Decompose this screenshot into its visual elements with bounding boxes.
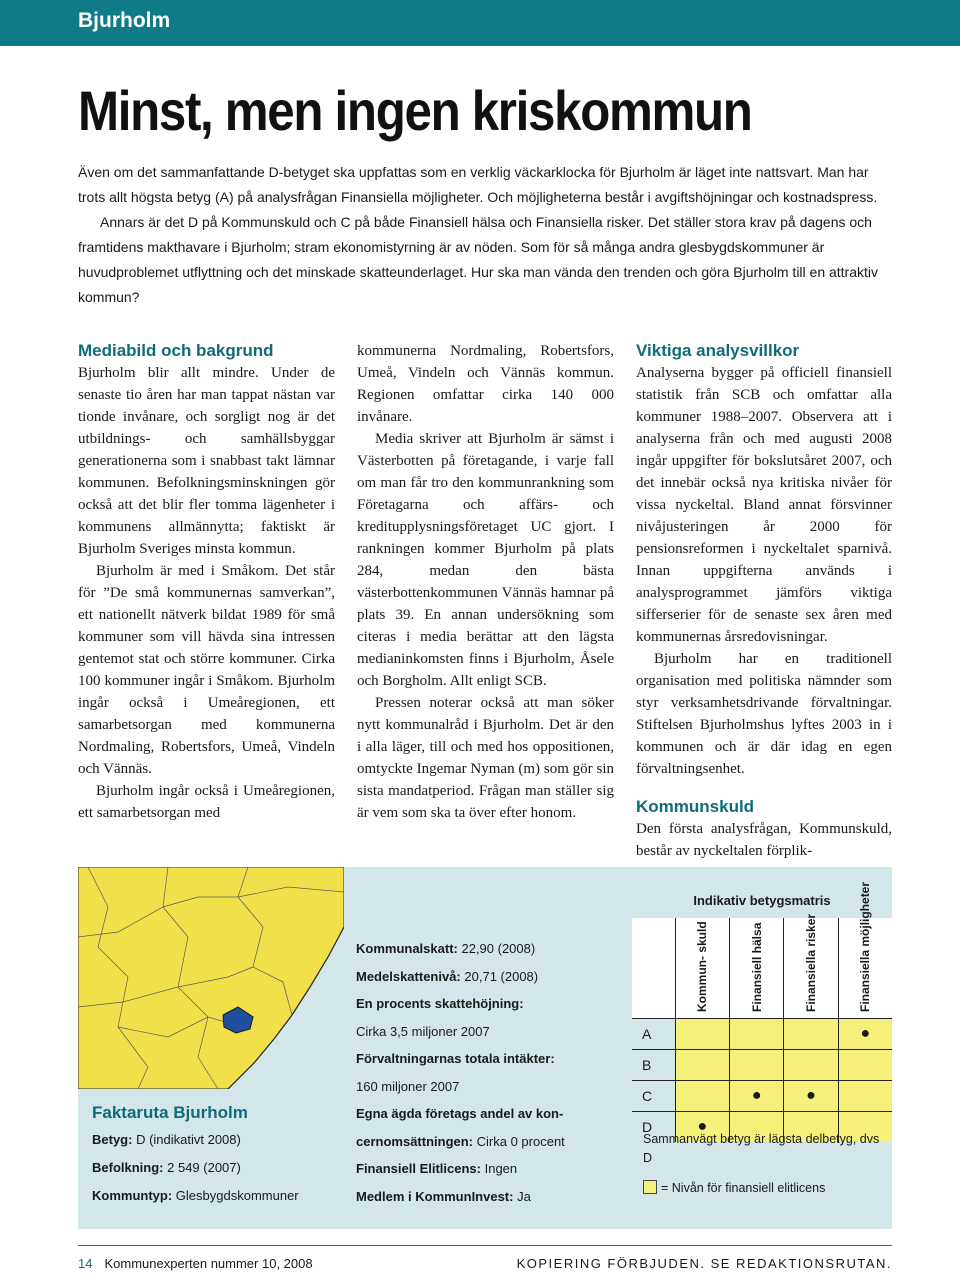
matrix-cell xyxy=(675,1050,729,1081)
column-3 xyxy=(636,340,892,862)
matrix-cell xyxy=(729,1050,783,1081)
matrix-cell xyxy=(675,1081,729,1112)
matrix-cell xyxy=(838,1050,892,1081)
intro-paragraph: Annars är det D på Kommunskuld och C på både Finansiell hälsa och Finansiella risker. Det ställer stora krav på dagens och framtidens makthavare i Bjurholm; stram ekonomistyrning är av nöden. Som för så många andra glesbygdskommuner är huvudproblemet utflyttning och det minskade skatteunderlaget. Hur ska man vända den trenden och göra Bjurholm till en attraktiv kommun? xyxy=(78,214,879,305)
matrix-row xyxy=(632,1081,892,1112)
fact-befolkning: Befolkning: 2 549 (2007) xyxy=(92,1160,241,1175)
paragraph: Pressen noterar också att man söker nytt kommunalråd i Bjurholm. Det är den i alla läger, till och med hos oppositionen, omtyckte Ingemar Nyman (m) som gör sin sista mandatperiod. Frågan man ställer sig är vem som ska ta över efter honom. xyxy=(357,695,614,821)
paragraph: Bjurholm har en traditionell organisation med politiska nämnder som styr verksamhetsdrivande förvaltningar. Stiftelsen Bjurholmshus lyftes 2003 in i kommunen och är där idag en egen förvaltningsenhet. xyxy=(636,651,892,777)
heading-mediabild: Mediabild och bakgrund xyxy=(78,341,274,360)
matrix-cell xyxy=(784,1050,838,1081)
fact-intakter-label: Förvaltningarnas totala intäkter: xyxy=(356,1051,555,1066)
paragraph: Bjurholm ingår också i Umeåregionen, ett samarbetsorgan med xyxy=(78,783,335,821)
matrix-row xyxy=(632,1050,892,1081)
heading-analysvillkor: Viktiga analysvillkor xyxy=(636,341,800,360)
fact-egna: cernomsättningen: Cirka 0 procent xyxy=(356,1133,565,1149)
paragraph: Bjurholm är med i Småkom. Det står för ”De små kommunernas samverkan”, ett nationellt nätverk bildat 1989 för små kommuner som vill hävda sina intressen gentemot stat och större kommuner. Cirka 100 kommuner ingår i Småkom. Bjurholm ingår också i Umeåregionen, ett samarbetsorgan med kommunerna Nordmaling, Robertsfors, Umeå, Vindeln och Vännäs. xyxy=(78,563,335,777)
paragraph: kommunerna Nordmaling, Robertsfors, Umeå, Vindeln och Vännäs kommun. Regionen omfattar cirka 140 000 invånare. xyxy=(357,343,614,425)
fact-kommuntyp: Kommuntyp: Glesbygdskommuner xyxy=(92,1188,299,1203)
fact-medelskatt: Medelskattenivå: 20,71 (2008) xyxy=(356,968,539,984)
copyright-notice: KOPIERING FÖRBJUDEN. SE REDAKTIONSRUTAN. xyxy=(516,1256,892,1271)
fact-panel xyxy=(92,1100,342,1210)
paragraph: Analyserna bygger på officiell finansiell statistik från SCB och omfattar alla kommuner 1988–2007. Observera att i analyserna från och med augusti 2008 ingår uppgifter för bokslutsåret 2007, och det innebär också nya kritiska nivåer för vissa nyckeltal. Bland annat försvinner nivåjusteringen år 2000 för pensionsreformen i nyckeltalet sparnivå. Innan uppgifterna används i analysprogrammet jämförs viktiga sifferserier för de senaste sex åren med kommunernas årsredovisningar. xyxy=(636,365,892,645)
matrix-col-header: Finansiella möjligheter xyxy=(838,918,892,1019)
grade-label: C xyxy=(632,1081,675,1112)
matrix-cell: ● xyxy=(729,1081,783,1112)
fact-elitlicens: Finansiell Elitlicens: Ingen xyxy=(356,1161,518,1176)
matrix-cell: ● xyxy=(784,1081,838,1112)
matrix-note: Sammanvägt betyg är lägsta delbetyg, dvs D xyxy=(643,1132,880,1165)
fact-procent-value: Cirka 3,5 miljoner 2007 xyxy=(356,1023,490,1039)
matrix-row xyxy=(632,1019,892,1050)
fact-procent-label: En procents skattehöjning: xyxy=(356,996,524,1011)
footer-left xyxy=(78,1256,313,1271)
section-title: Bjurholm xyxy=(78,9,171,32)
column-2 xyxy=(357,340,614,824)
matrix-cell xyxy=(784,1019,838,1050)
matrix-cell xyxy=(729,1019,783,1050)
matrix-cell xyxy=(838,1081,892,1112)
paragraph: Media skriver att Bjurholm är sämst i Västerbotten på företagande, i varje fall om man får tro den kommunrankning som Företagarna och affärs- och kreditupplysningsföretaget UC gjort. I rankningen kommer Bjurholm på plats 284, medan den bästa västerbottenkommunen Vännäs hamnar på plats 39. En annan undersökning som citeras i media berättar att den lägsta medianinkomsten finns i Bjurholm, Åsele och Borgholm. Allt enligt SCB. xyxy=(357,431,614,689)
fact-title: Faktaruta Bjurholm xyxy=(92,1103,248,1122)
intro-text xyxy=(78,160,898,310)
matrix-cell: ● xyxy=(838,1019,892,1050)
paragraph: Bjurholm blir allt mindre. Under de senaste tio åren har man tappat nästan var tionde invånare, och sorgligt nog är det utbildnings- och samhällsbyggar generationerna som i snabbast takt lämnar kommunen. Befolkningsminskningen gör också att det blir fler tomma lägenheter i kommunens allmännytta; faktiskt är Bjurholm Sveriges minsta kommun. xyxy=(78,365,335,557)
grade-label: D xyxy=(632,1112,675,1143)
matrix-cell: ● xyxy=(675,1112,729,1143)
matrix-title: Indikativ betygsmatris xyxy=(693,893,831,908)
matrix-legend: = Nivån för finansiell elitlicens xyxy=(643,1180,825,1195)
publication-name: Kommunexperten nummer 10, 2008 xyxy=(104,1256,313,1271)
municipality-map xyxy=(78,867,344,1089)
fact-egna-label: Egna ägda företags andel av kon- xyxy=(356,1106,564,1121)
grade-label: A xyxy=(632,1019,675,1050)
column-1 xyxy=(78,340,335,824)
matrix-col-header: Kommun- skuld xyxy=(675,918,729,1019)
matrix-col-header: Finansiella risker xyxy=(784,918,838,1019)
matrix-cell xyxy=(675,1019,729,1050)
fact-kommuninvest: Medlem i KommunInvest: Ja xyxy=(356,1188,531,1204)
paragraph: Den första analysfrågan, Kommunskuld, består av nyckeltalen förplik- xyxy=(636,821,892,859)
page-headline: Minst, men ingen kriskommun xyxy=(78,79,752,142)
fact-betyg: Betyg: D (indikativt 2008) xyxy=(92,1132,241,1147)
matrix-col-header: Finansiell hälsa xyxy=(729,918,783,1019)
grade-label: B xyxy=(632,1050,675,1081)
intro-paragraph: Även om det sammanfattande D-betyget ska uppfattas som en verklig väckarklocka för Bjurholm är läget inte nattsvart. Man har trots allt högsta betyg (A) på analysfrågan Finansiella möjligheter. Och möjligheterna består i avgiftshöjningar och kostnadspress. xyxy=(78,164,878,205)
tax-facts xyxy=(356,935,626,1210)
page-number: 14 xyxy=(78,1256,93,1271)
matrix-corner xyxy=(632,918,675,1019)
footer-divider xyxy=(78,1245,892,1246)
fact-intakter-value: 160 miljoner 2007 xyxy=(356,1078,460,1094)
legend-swatch xyxy=(643,1180,657,1194)
heading-kommunskuld: Kommunskuld xyxy=(636,797,755,816)
fact-kommunalskatt: Kommunalskatt: 22,90 (2008) xyxy=(356,941,536,956)
